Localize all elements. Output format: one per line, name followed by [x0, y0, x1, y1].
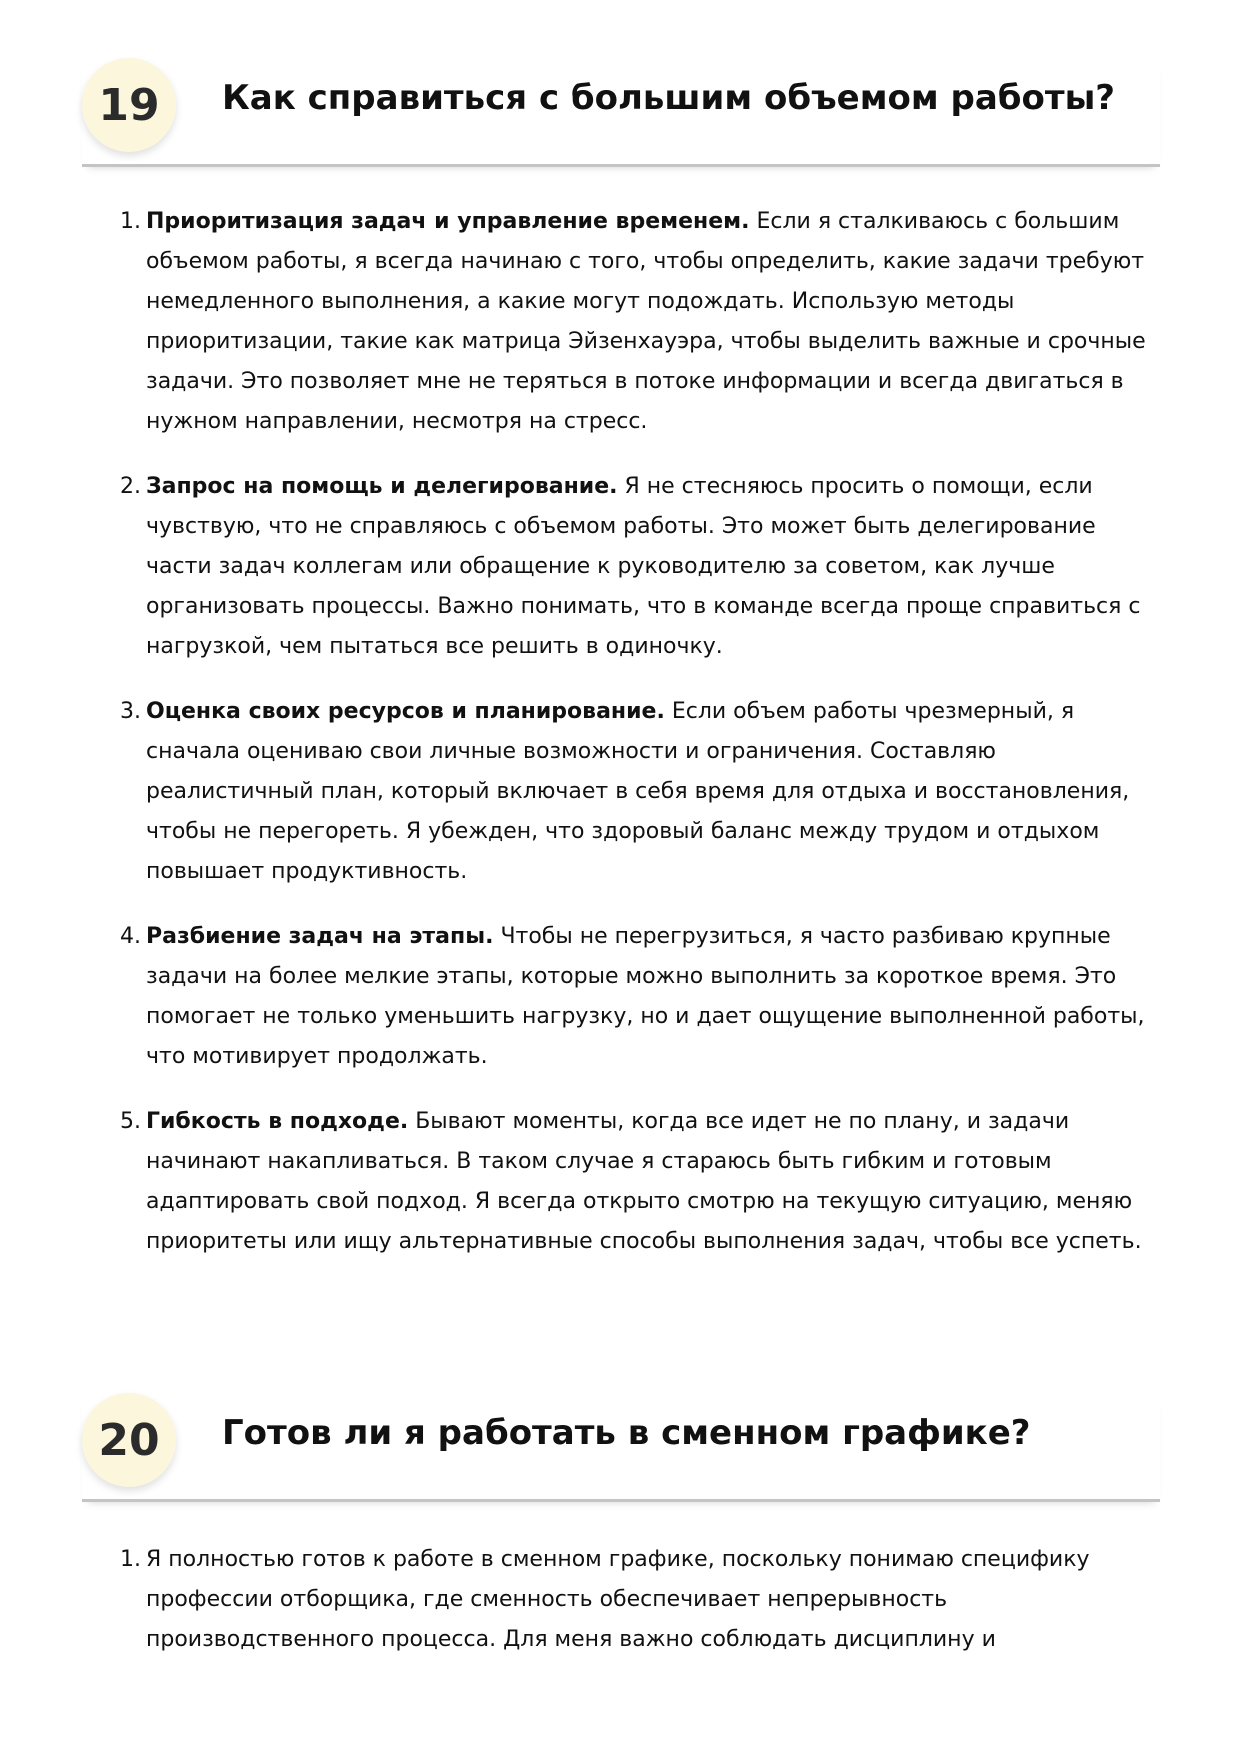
- item-text: Бывают моменты, когда все идет не по плану, и задачи начинают накапливаться. В таком случае я стараюсь быть гибким и готовым адаптировать свой подход. Я всегда открыто смотрю на текущую ситуацию, меняю приоритеты или ищу альтернативные способы выполнения задач, чтобы все успеть.: [146, 1109, 1142, 1254]
- question-number-badge: 19: [82, 58, 176, 152]
- question-header: [82, 58, 1160, 170]
- item-number: 1.: [120, 209, 141, 234]
- answer-list: [104, 202, 1168, 1262]
- item-heading: Гибкость в подходе.: [146, 1109, 409, 1134]
- item-heading: Оценка своих ресурсов и планирование.: [146, 699, 665, 724]
- list-item: [104, 917, 1168, 1077]
- question-number-badge: 20: [82, 1393, 176, 1487]
- item-text: Если объем работы чрезмерный, я сначала оцениваю свои личные возможности и ограничения. Составляю реалистичный план, который включает в себя время для отдыха и восстановления, чтобы не перегореть. Я убежден, что здоровый баланс между трудом и отдыхом повышает продуктивность.: [146, 699, 1130, 884]
- question-header: [82, 1393, 1160, 1505]
- item-number: 4.: [120, 924, 141, 949]
- item-number: 2.: [120, 474, 141, 499]
- item-heading: Запрос на помощь и делегирование.: [146, 474, 618, 499]
- question-title: Готов ли я работать в сменном графике?: [222, 1413, 1031, 1453]
- item-heading: Разбиение задач на этапы.: [146, 924, 494, 949]
- item-number: 3.: [120, 699, 141, 724]
- list-item: [104, 1102, 1168, 1262]
- list-item: [104, 1540, 1168, 1660]
- question-title: Как справиться с большим объемом работы?: [222, 78, 1116, 118]
- item-text: Чтобы не перегрузиться, я часто разбиваю крупные задачи на более мелкие этапы, которые можно выполнить за короткое время. Это помогает не только уменьшить нагрузку, но и дает ощущение выполненной работы, что мотивирует продолжать.: [146, 924, 1145, 1069]
- item-text: Я полностью готов к работе в сменном графике, поскольку понимаю специфику профессии отборщика, где сменность обеспечивает непрерывность производственного процесса. Для меня важно соблюдать дисциплину и: [146, 1547, 1090, 1652]
- item-number: 5.: [120, 1109, 141, 1134]
- item-text: Я не стесняюсь просить о помощи, если чувствую, что не справляюсь с объемом работы. Это может быть делегирование части задач коллегам или обращение к руководителю за советом, как лучше организовать процессы. Важно понимать, что в команде всегда проще справиться с нагрузкой, чем пытаться все решить в одиночку.: [146, 474, 1141, 659]
- answer-list: [104, 1540, 1168, 1660]
- list-item: [104, 467, 1168, 667]
- list-item: [104, 202, 1168, 442]
- item-heading: Приоритизация задач и управление временем.: [146, 209, 750, 234]
- item-number: 1.: [120, 1547, 141, 1572]
- list-item: [104, 692, 1168, 892]
- item-text: Если я сталкиваюсь с большим объемом работы, я всегда начинаю с того, чтобы определить, какие задачи требуют немедленного выполнения, а какие могут подождать. Использую методы приоритизации, такие как матрица Эйзенхауэра, чтобы выделить важные и срочные задачи. Это позволяет мне не теряться в потоке информации и всегда двигаться в нужном направлении, несмотря на стресс.: [146, 209, 1146, 434]
